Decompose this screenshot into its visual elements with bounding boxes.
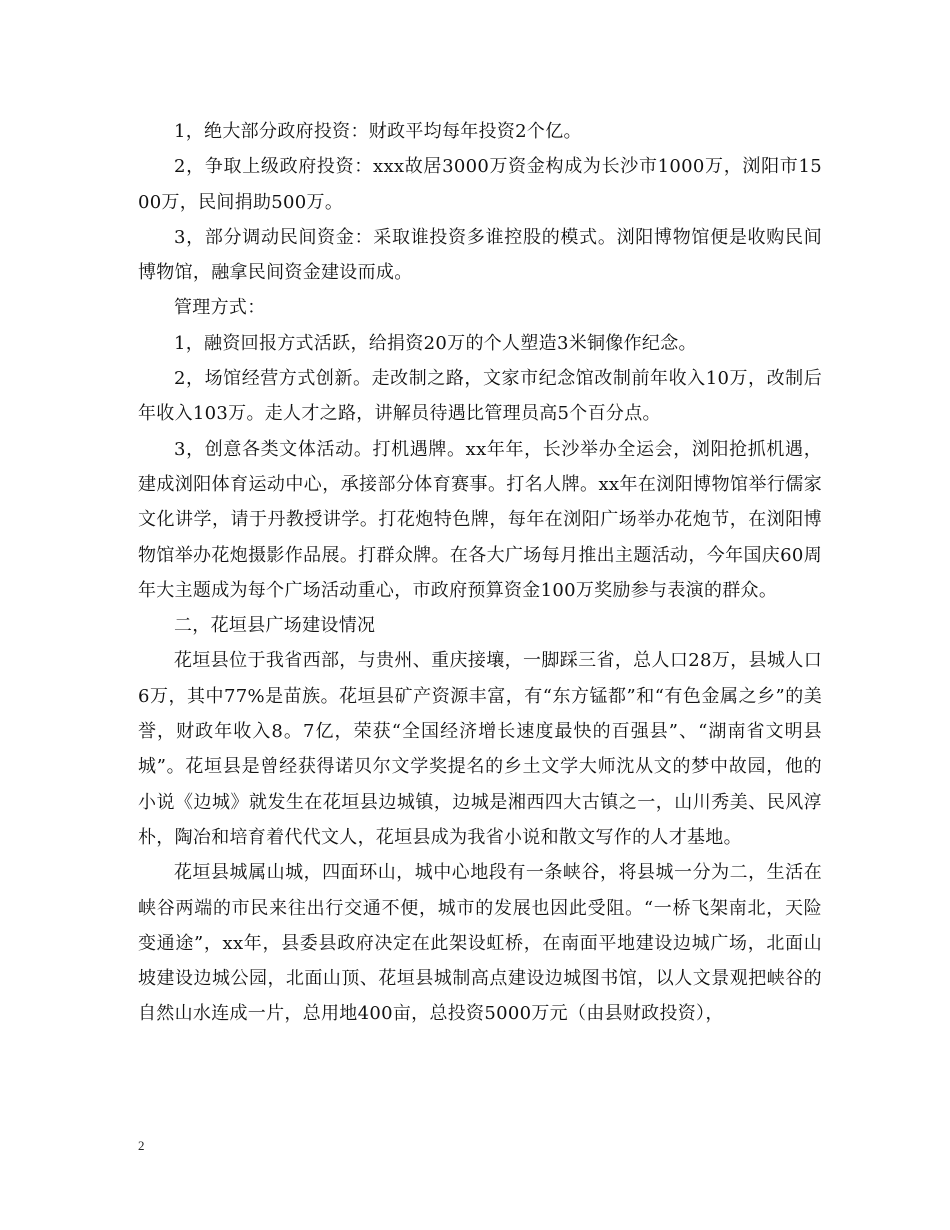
paragraph-superior-investment: 2，争取上级政府投资：xxx故居3000万资金构成为长沙市1000万，浏阳市1500万，民间捐助500万。 xyxy=(138,156,822,213)
paragraph-financing-return: 1，融资回报方式活跃，给捐资20万的个人塑造3米铜像作纪念。 xyxy=(174,332,697,354)
section-heading-management: 管理方式： xyxy=(174,297,266,319)
section-heading-huayuan: 二，花垣县广场建设情况 xyxy=(174,615,376,637)
paragraph-venue-operation: 2，场馆经营方式创新。走改制之路，文家市纪念馆改制前年收入10万，改制后年收入103万。走人才之路，讲解员待遇比管理员高5个百分点。 xyxy=(138,368,822,425)
paragraph-cultural-activities: 3，创意各类文体活动。打机遇牌。xx年年，长沙举办全运会，浏阳抢抓机遇，建成浏阳体育运动中心，承接部分体育赛事。打名人牌。xx年在浏阳博物馆举行儒家文化讲学，请于丹教授讲学。打花炮特色牌，每年在浏阳广场举办花炮节，在浏阳博物馆举办花炮摄影作品展。打群众牌。在各大广场每月推出主题活动，今年国庆60周年大主题成为每个广场活动重心，市政府预算资金100万奖励参与表演的群众。 xyxy=(138,438,822,601)
paragraph-huayuan-city: 花垣县城属山城，四面环山，城中心地段有一条峡谷，将县城一分为二，生活在峡谷两端的市民来往出行交通不便，城市的发展也因此受阻。“一桥飞架南北，天险变通途”，xx年，县委县政府决定在此架设虹桥，在南面平地建设边城广场，北面山坡建设边城公园，北面山顶、花垣县城制高点建设边城图书馆，以人文景观把峡谷的自然山水连成一片，总用地400亩，总投资5000万元（由县财政投资）， xyxy=(138,862,822,1025)
page-number: 2 xyxy=(138,1138,145,1153)
paragraph-government-investment: 1，绝大部分政府投资：财政平均每年投资2个亿。 xyxy=(174,121,582,142)
document-body xyxy=(138,114,822,1032)
paragraph-huayuan-overview: 花垣县位于我省西部，与贵州、重庆接壤，一脚踩三省，总人口28万，县城人口6万，其中77%是苗族。花垣县矿产资源丰富，有“东方锰都”和“有色金属之乡”的美誉，财政年收入8。7亿，荣获“全国经济增长速度最快的百强县”、“湖南省文明县城”。花垣县是曾经获得诺贝尔文学奖提名的乡土文学大师沈从文的梦中故园，他的小说《边城》就发生在花垣县边城镇，边城是湘西四大古镇之一，山川秀美、民风淳朴，陶冶和培育着代代文人，花垣县成为我省小说和散文写作的人才基地。 xyxy=(138,650,822,848)
paragraph-private-capital: 3，部分调动民间资金：采取谁投资多谁控股的模式。浏阳博物馆便是收购民间博物馆，融拿民间资金建设而成。 xyxy=(138,226,822,284)
